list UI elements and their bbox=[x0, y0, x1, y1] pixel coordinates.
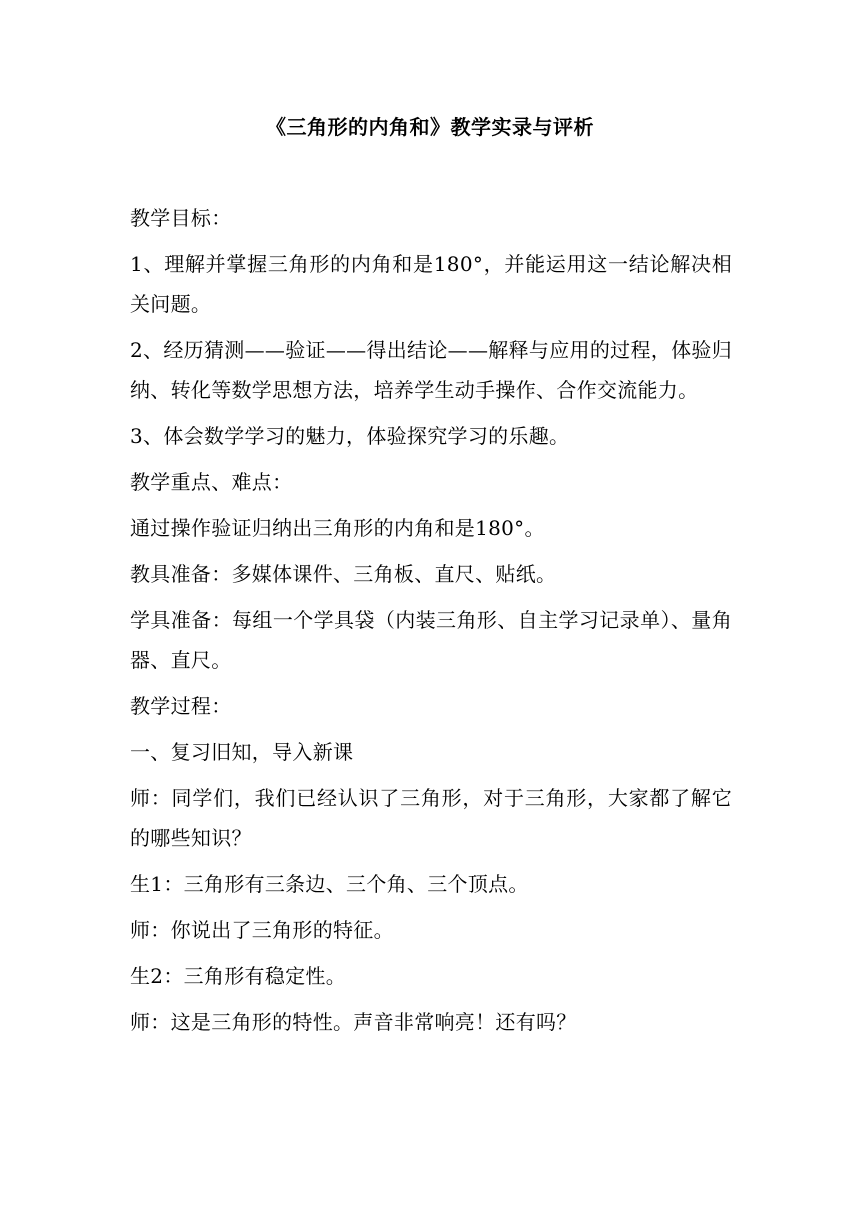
objective-3: 3、体会数学学习的魅力，体验探究学习的乐趣。 bbox=[130, 424, 570, 448]
dialogue-line: 师：你说出了三角形的特征。 bbox=[130, 918, 394, 942]
section-heading-objectives: 教学目标： bbox=[130, 206, 232, 230]
teaching-aids: 教具准备：多媒体课件、三角板、直尺、贴纸。 bbox=[130, 562, 557, 586]
dialogue-line: 师：这是三角形的特性。声音非常响亮！还有吗？ bbox=[130, 1010, 577, 1034]
process-step-1: 一、复习旧知，导入新课 bbox=[130, 740, 354, 764]
dialogue-line: 生1：三角形有三条边、三个角、三个顶点。 bbox=[130, 872, 529, 896]
document-title: 《三角形的内角和》教学实录与评析 bbox=[266, 115, 594, 139]
document-body bbox=[130, 198, 732, 1048]
objective-1: 1、理解并掌握三角形的内角和是180°，并能运用这一结论解决相关问题。 bbox=[130, 252, 732, 316]
objective-2: 2、经历猜测——验证——得出结论——解释与应用的过程，体验归纳、转化等数学思想方法，培养学生动手操作、合作交流能力。 bbox=[130, 338, 732, 402]
section-heading-key-points: 教学重点、难点： bbox=[130, 470, 293, 494]
dialogue-line: 生2：三角形有稳定性。 bbox=[130, 964, 347, 988]
dialogue-line: 师：同学们，我们已经认识了三角形，对于三角形，大家都了解它的哪些知识？ bbox=[130, 786, 732, 850]
learning-aids: 学具准备：每组一个学具袋（内装三角形、自主学习记录单）、量角器、直尺。 bbox=[130, 608, 732, 672]
section-heading-process: 教学过程： bbox=[130, 694, 232, 718]
key-point-text: 通过操作验证归纳出三角形的内角和是180°。 bbox=[130, 516, 545, 540]
